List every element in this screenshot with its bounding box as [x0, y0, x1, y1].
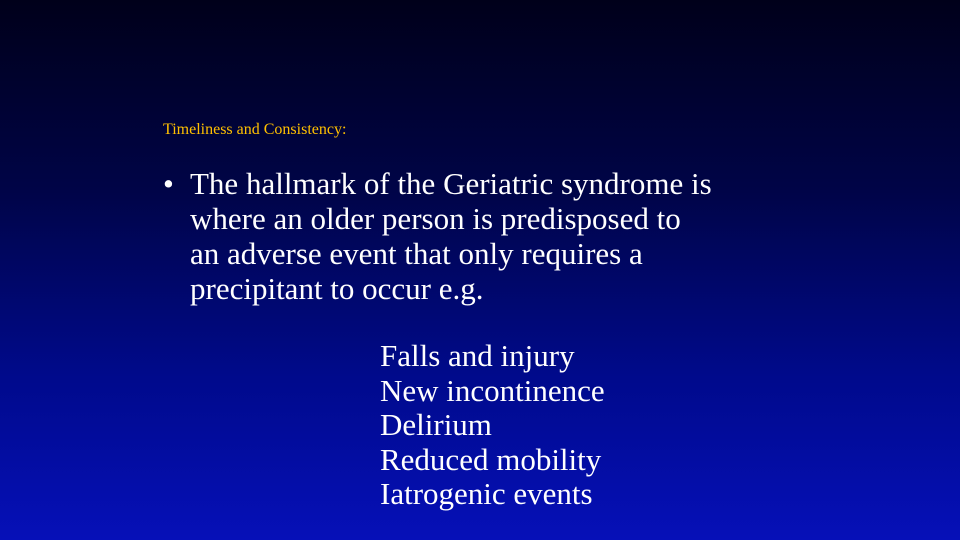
slide-heading: Timeliness and Consistency:	[163, 121, 347, 138]
bullet-line-1: The hallmark of the Geriatric syndrome is	[190, 166, 712, 201]
bullet-point-icon: •	[163, 166, 174, 201]
examples-list	[380, 339, 605, 512]
example-item-iatrogenic: Iatrogenic events	[380, 476, 593, 511]
bullet-first-line	[163, 166, 823, 201]
example-item-incontinence: New incontinence	[380, 372, 605, 408]
bullet-line-4: precipitant to occur e.g.	[190, 271, 484, 306]
example-item-mobility: Reduced mobility	[380, 441, 602, 477]
example-item-falls: Falls and injury	[380, 338, 575, 373]
example-item-delirium: Delirium	[380, 407, 492, 442]
bullet-line-2: where an older person is predisposed to	[190, 201, 681, 236]
bullet-paragraph	[163, 166, 823, 306]
bullet-line-3: an adverse event that only requires a	[190, 236, 643, 271]
